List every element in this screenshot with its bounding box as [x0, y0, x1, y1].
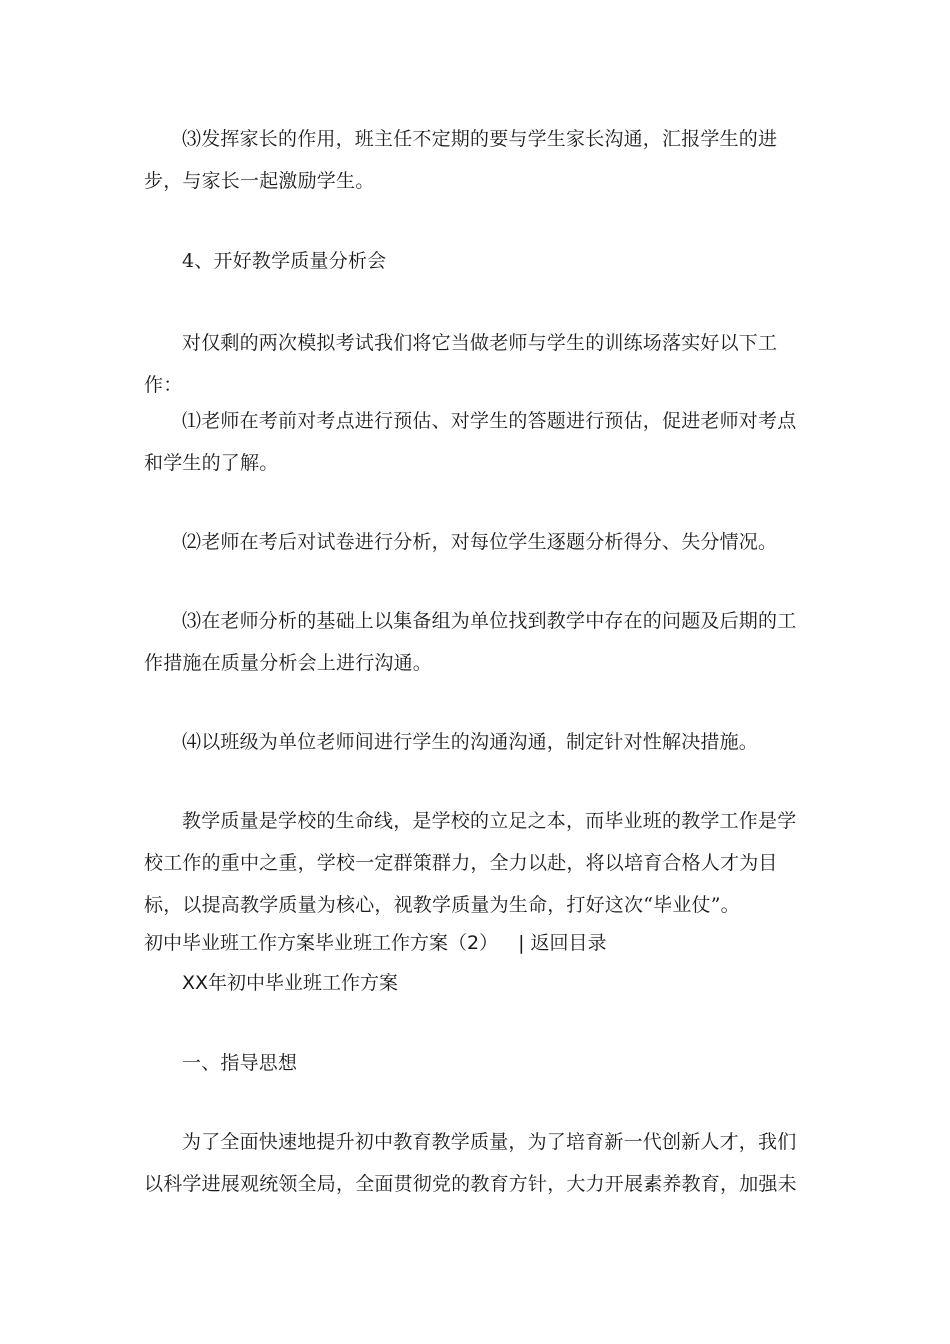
- link-separator: |: [518, 932, 525, 954]
- paragraph-item-2: ⑵老师在考后对试卷进行分析，对每位学生逐题分析得分、失分情况。: [182, 531, 778, 553]
- paragraph-mock-exams: 对仅剩的两次模拟考试我们将它当做老师与学生的训练场落实好以下工作：: [144, 332, 778, 396]
- heading-quality-analysis: 4、开好教学质量分析会: [182, 250, 387, 272]
- paragraph-guiding-ideology: 为了全面快速地提升初中教育教学质量，为了培育新一代创新人才，我们以科学进展观统领全局，全面贯彻党的教育方针，大力开展素养教育，加强未: [144, 1131, 797, 1195]
- paragraph-item-3: ⑶在老师分析的基础上以集备组为单位找到教学中存在的问题及后期的工作措施在质量分析会上进行沟通。: [144, 610, 797, 674]
- paragraph-item-4: ⑷以班级为单位老师间进行学生的沟通沟通，制定针对性解决措施。: [182, 731, 759, 753]
- paragraph-conclusion: 教学质量是学校的生命线，是学校的立足之本，而毕业班的教学工作是学校工作的重中之重，学校一定群策群力，全力以赴，将以培育合格人才为目标，以提高教学质量为核心，视教学质量为生命，打好这次“毕业仗”。: [144, 810, 797, 916]
- back-to-toc-link[interactable]: 返回目录: [530, 932, 607, 954]
- section-heading: 初中毕业班工作方案毕业班工作方案（2）: [144, 932, 499, 954]
- paragraph-item-1: ⑴老师在考前对考点进行预估、对学生的答题进行预估，促进老师对考点和学生的了解。: [144, 410, 797, 474]
- section-heading-line: [144, 930, 607, 956]
- document-title: XX年初中毕业班工作方案: [182, 972, 399, 994]
- heading-guiding-ideology: 一、指导思想: [182, 1052, 298, 1074]
- paragraph-parent-role: ⑶发挥家长的作用，班主任不定期的要与学生家长沟通，汇报学生的进步，与家长一起激励学生。: [144, 128, 778, 192]
